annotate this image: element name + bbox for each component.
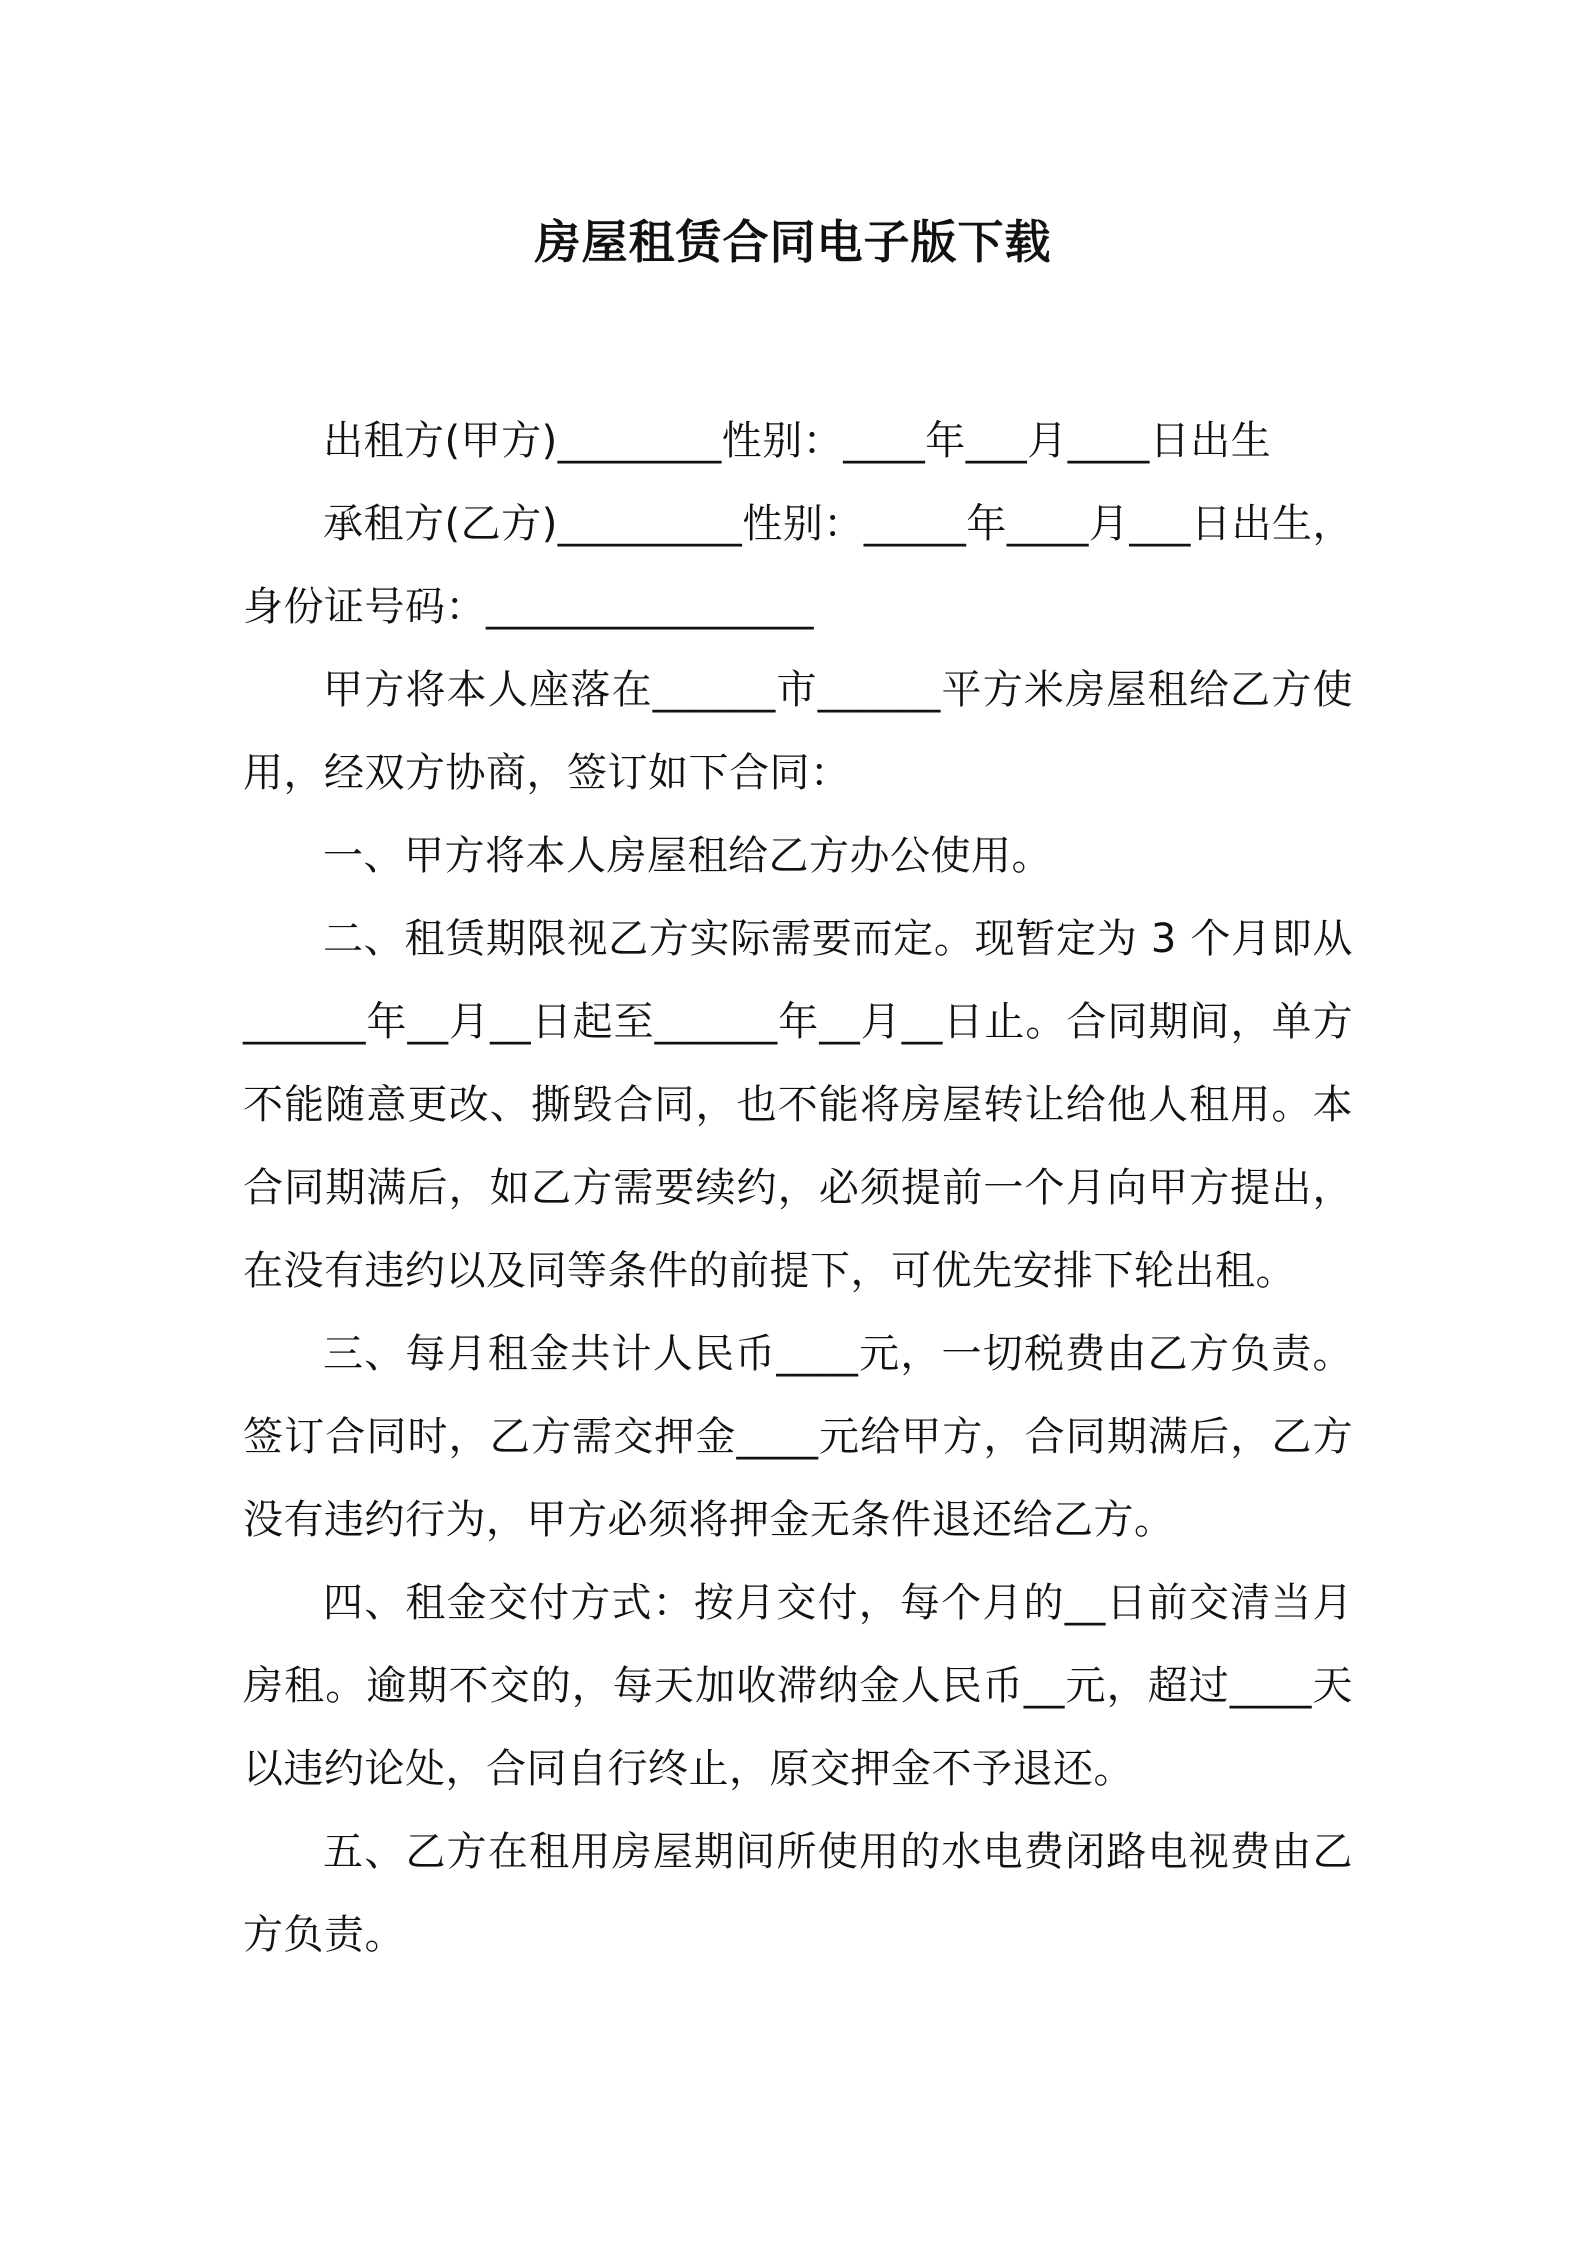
paragraph-intro: 甲方将本人座落在______市______平方米房屋租给乙方使用，经双方协商，签订如下合同： <box>243 667 1353 796</box>
clause-3: 三、每月租金共计人民币____元，一切税费由乙方负责。签订合同时，乙方需交押金____元给甲方，合同期满后，乙方没有违约行为，甲方必须将押金无条件退还给乙方。 <box>243 1331 1353 1543</box>
document-title: 房屋租赁合同电子版下载 <box>534 215 1052 269</box>
paragraph-lessor-info: 出租方(甲方)________性别：____年___月____日出生 <box>323 418 1272 464</box>
clause-1: 一、甲方将本人房屋租给乙方办公使用。 <box>323 833 1052 879</box>
contract-body <box>243 400 1353 1977</box>
paragraph-lessee-info: 承租方(乙方)_________性别：_____年____月___日出生，身份证号码：________________ <box>243 501 1353 630</box>
clause-5: 五、乙方在租用房屋期间所使用的水电费闭路电视费由乙方负责。 <box>243 1829 1353 1958</box>
clause-2: 二、租赁期限视乙方实际需要而定。现暂定为 3 个月即从______年__月__日起至______年__月__日止。合同期间，单方不能随意更改、撕毁合同，也不能将房屋转让给他人租用。本合同期满后，如乙方需要续约，必须提前一个月向甲方提出，在没有违约以及同等条件的前提下，可优先安排下轮出租。 <box>243 916 1353 1294</box>
clause-4: 四、租金交付方式：按月交付，每个月的__日前交清当月房租。逾期不交的，每天加收滞纳金人民币__元，超过____天以违约论处，合同自行终止，原交押金不予退还。 <box>243 1580 1353 1792</box>
